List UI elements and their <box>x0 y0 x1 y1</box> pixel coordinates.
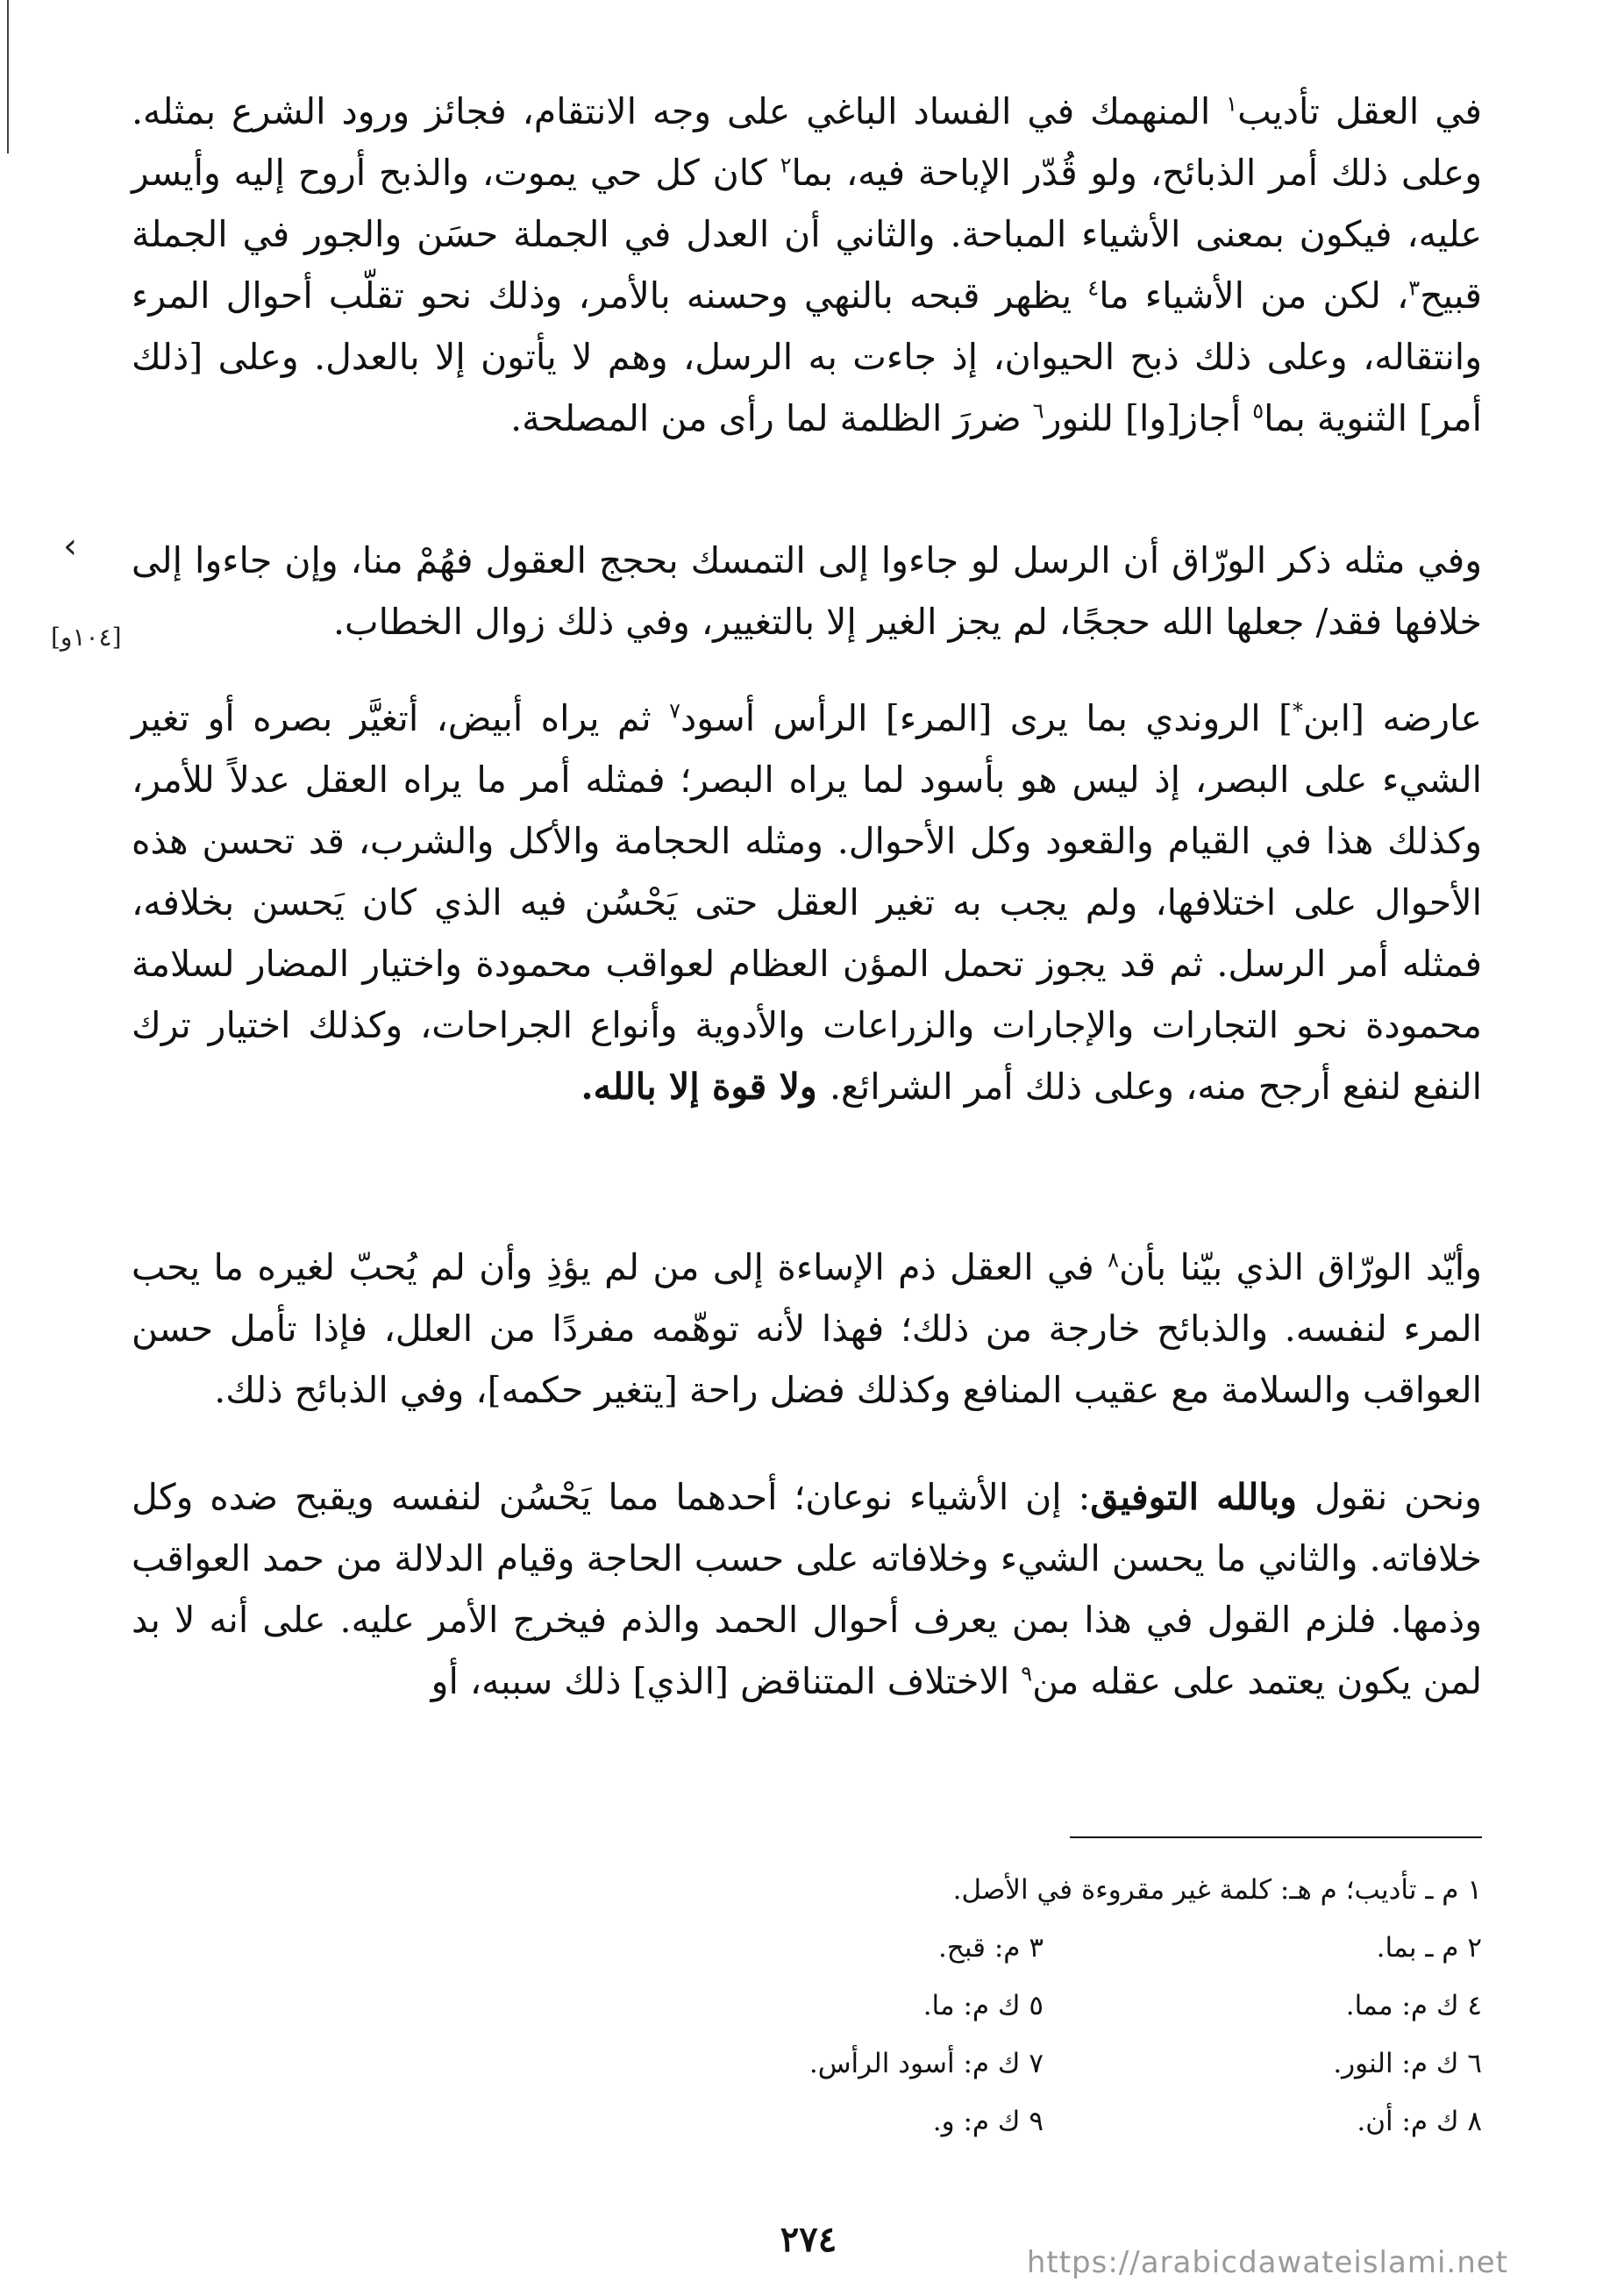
footnote-6: ٦ ك م: النور. <box>1333 2048 1482 2079</box>
footnote-marker-3[interactable]: ٣ <box>1408 275 1421 301</box>
paragraph-4 <box>132 1237 1482 1421</box>
bold-phrase: ولا قوة إلا بالله. <box>581 1066 830 1108</box>
text-run: في العقل تأديب <box>1237 90 1483 132</box>
footnote-7: ٧ ك م: أسود الرأس. <box>808 2048 1044 2079</box>
footnote-row <box>132 1861 1482 1919</box>
paragraph-1 <box>132 81 1482 449</box>
asterisk-marker[interactable]: * <box>1293 698 1304 724</box>
footnote-4: ٤ ك م: مما. <box>1345 1990 1482 2021</box>
footnote-row <box>132 1919 1482 1977</box>
footnote-marker-4[interactable]: ٤ <box>1087 275 1100 301</box>
paragraph-3 <box>132 688 1482 1117</box>
footnote-5: ٥ ك م: ما. <box>922 1990 1044 2021</box>
footnote-marker-7[interactable]: ٧ <box>669 698 680 724</box>
bold-phrase: وبالله التوفيق <box>1090 1476 1315 1518</box>
footnote-marker-6[interactable]: ٦ <box>1032 398 1044 424</box>
text-run: الاختلاف المتناقض [الذي] ذلك سببه، أو <box>431 1660 1022 1702</box>
footnote-marker-8[interactable]: ٨ <box>1108 1247 1120 1273</box>
footnote-row <box>132 2035 1482 2093</box>
footnote-row <box>132 1977 1482 2035</box>
watermark-url[interactable]: https://arabicdawateislami.net <box>1026 2245 1508 2280</box>
text-run: وأيّد الورّاق الذي بيّنا بأن <box>1119 1246 1482 1288</box>
footnote-8: ٨ ك م: أن. <box>1357 2106 1482 2137</box>
footnotes <box>132 1861 1482 2150</box>
text-run: في العقل ذم الإساءة إلى من لم يؤذِ وأن لم يُحبّ لغيره ما يحب المرء لنفسه. والذبائح خارجة من ذلك؛ فهذا لأنه توهّمه مفردًا من العلل، فإذا تأمل حسن العواقب والسلامة مع عقيب المنافع وكذلك فضل راحة [يتغير حكمه]، وفي الذبائح ذلك. <box>132 1246 1482 1411</box>
page-edge-line <box>7 0 9 153</box>
text-run: ] الروندي بما يرى [المرء] الرأس أسود <box>680 697 1293 739</box>
footnote-marker-9[interactable]: ٩ <box>1021 1661 1033 1686</box>
footnote-3: ٣ م: قبح. <box>937 1932 1044 1964</box>
footnote-separator <box>1070 1836 1482 1838</box>
footnote-marker-2[interactable]: ٢ <box>780 153 792 178</box>
text-run: يظهر قبحه بالنهي وحسنه بالأمر، وذلك نحو تقلّب أحوال المرء وانتقاله، وعلى ذلك ذبح الحيوان، إذ جاءت به الرسل، وهم لا يأتون إلا بالعدل. وعلى [ذلك أمر] الثنوية بما <box>132 275 1482 439</box>
text-run: أجاز[وا] للنور <box>1044 397 1253 439</box>
footnote-marker-1[interactable]: ١ <box>1226 91 1238 117</box>
page-number: ٢٧٤ <box>780 2219 837 2260</box>
text-run: ثم يراه أبيض، أتغيَّر بصره أو تغير الشيء على البصر، إذ ليس هو بأسود لما يراه البصر؛ فمثله أمر ما يراه العقل عدلاً للأمر، وكذلك هذا في القيام والقعود وكل الأحوال. ومثله الحجامة والأكل والشرب، قد تحسن هذه الأحوال على اختلافها، ولم يجب به تغير العقل حتى يَحْسُن فيه الذي كان يَحسن بخلافه، فمثله أمر الرسل. ثم قد يجوز تحمل المؤن العظام لعواقب محمودة واختيار المضار لسلامة محمودة نحو التجارات والإجارات والزراعات والأدوية وأنواع الجراحات، وكذلك اختيار ترك النفع لنفع أرجح منه، وعلى ذلك أمر الشرائع. <box>132 697 1482 1108</box>
text-run: كان كل حي يموت، والذبح أروح إليه وأيسر عليه، فيكون بمعنى الأشياء المباحة. والثاني أن العدل في الجملة حسَن والجور في الجملة قبيح <box>132 152 1482 317</box>
paragraph-2 <box>132 530 1482 652</box>
paragraph-5 <box>132 1466 1482 1712</box>
text-run: ، لكن من الأشياء ما <box>1099 275 1409 317</box>
text-run: ونحن نقول <box>1314 1476 1482 1518</box>
text-run: المنهمك في الفساد الباغي على وجه الانتقام، فجائز ورود الشرع بمثله. وعلى ذلك أمر الذبائح، ولو قُدّر الإباحة فيه، بما <box>132 90 1482 194</box>
footnote-9: ٩ ك م: و. <box>932 2106 1044 2137</box>
text-run: : إن الأشياء نوعان؛ أحدهما مما يَحْسُن لنفسه ويقبح ضده وكل خلافاته. والثاني ما يحسن الشيء وخلافاته على حسب الحاجة وقيام الدلالة من حمد العواقب وذمها. فلزم القول في هذا بمن يعرف أحوال الحمد والذم فيخرج الأمر عليه. على أنه لا بد لمن يكون يعتمد على عقله من <box>132 1476 1482 1702</box>
footnote-2: ٢ م ـ بما. <box>1376 1932 1482 1964</box>
footnote-1: ١ م ـ تأديب؛ م هـ: كلمة غير مقروءة في الأصل. <box>952 1874 1482 1906</box>
text-run: ضررَ الظلمة لما رأى من المصلحة. <box>510 397 1033 439</box>
footnote-marker-5[interactable]: ٥ <box>1252 398 1264 424</box>
margin-mark: ‹ <box>63 526 77 567</box>
folio-reference: [١٠٤و] <box>51 623 122 652</box>
footnote-row <box>132 2093 1482 2150</box>
text-run: عارضه [ابن <box>1303 697 1483 739</box>
paragraph-2-text: وفي مثله ذكر الورّاق أن الرسل لو جاءوا إلى التمسك بحجج العقول فهُمْ منا، وإن جاءوا إلى خلافها فقد/ جعلها الله حججًا، لم يجز الغير إلا بالتغيير، وفي ذلك زوال الخطاب. <box>132 539 1482 643</box>
